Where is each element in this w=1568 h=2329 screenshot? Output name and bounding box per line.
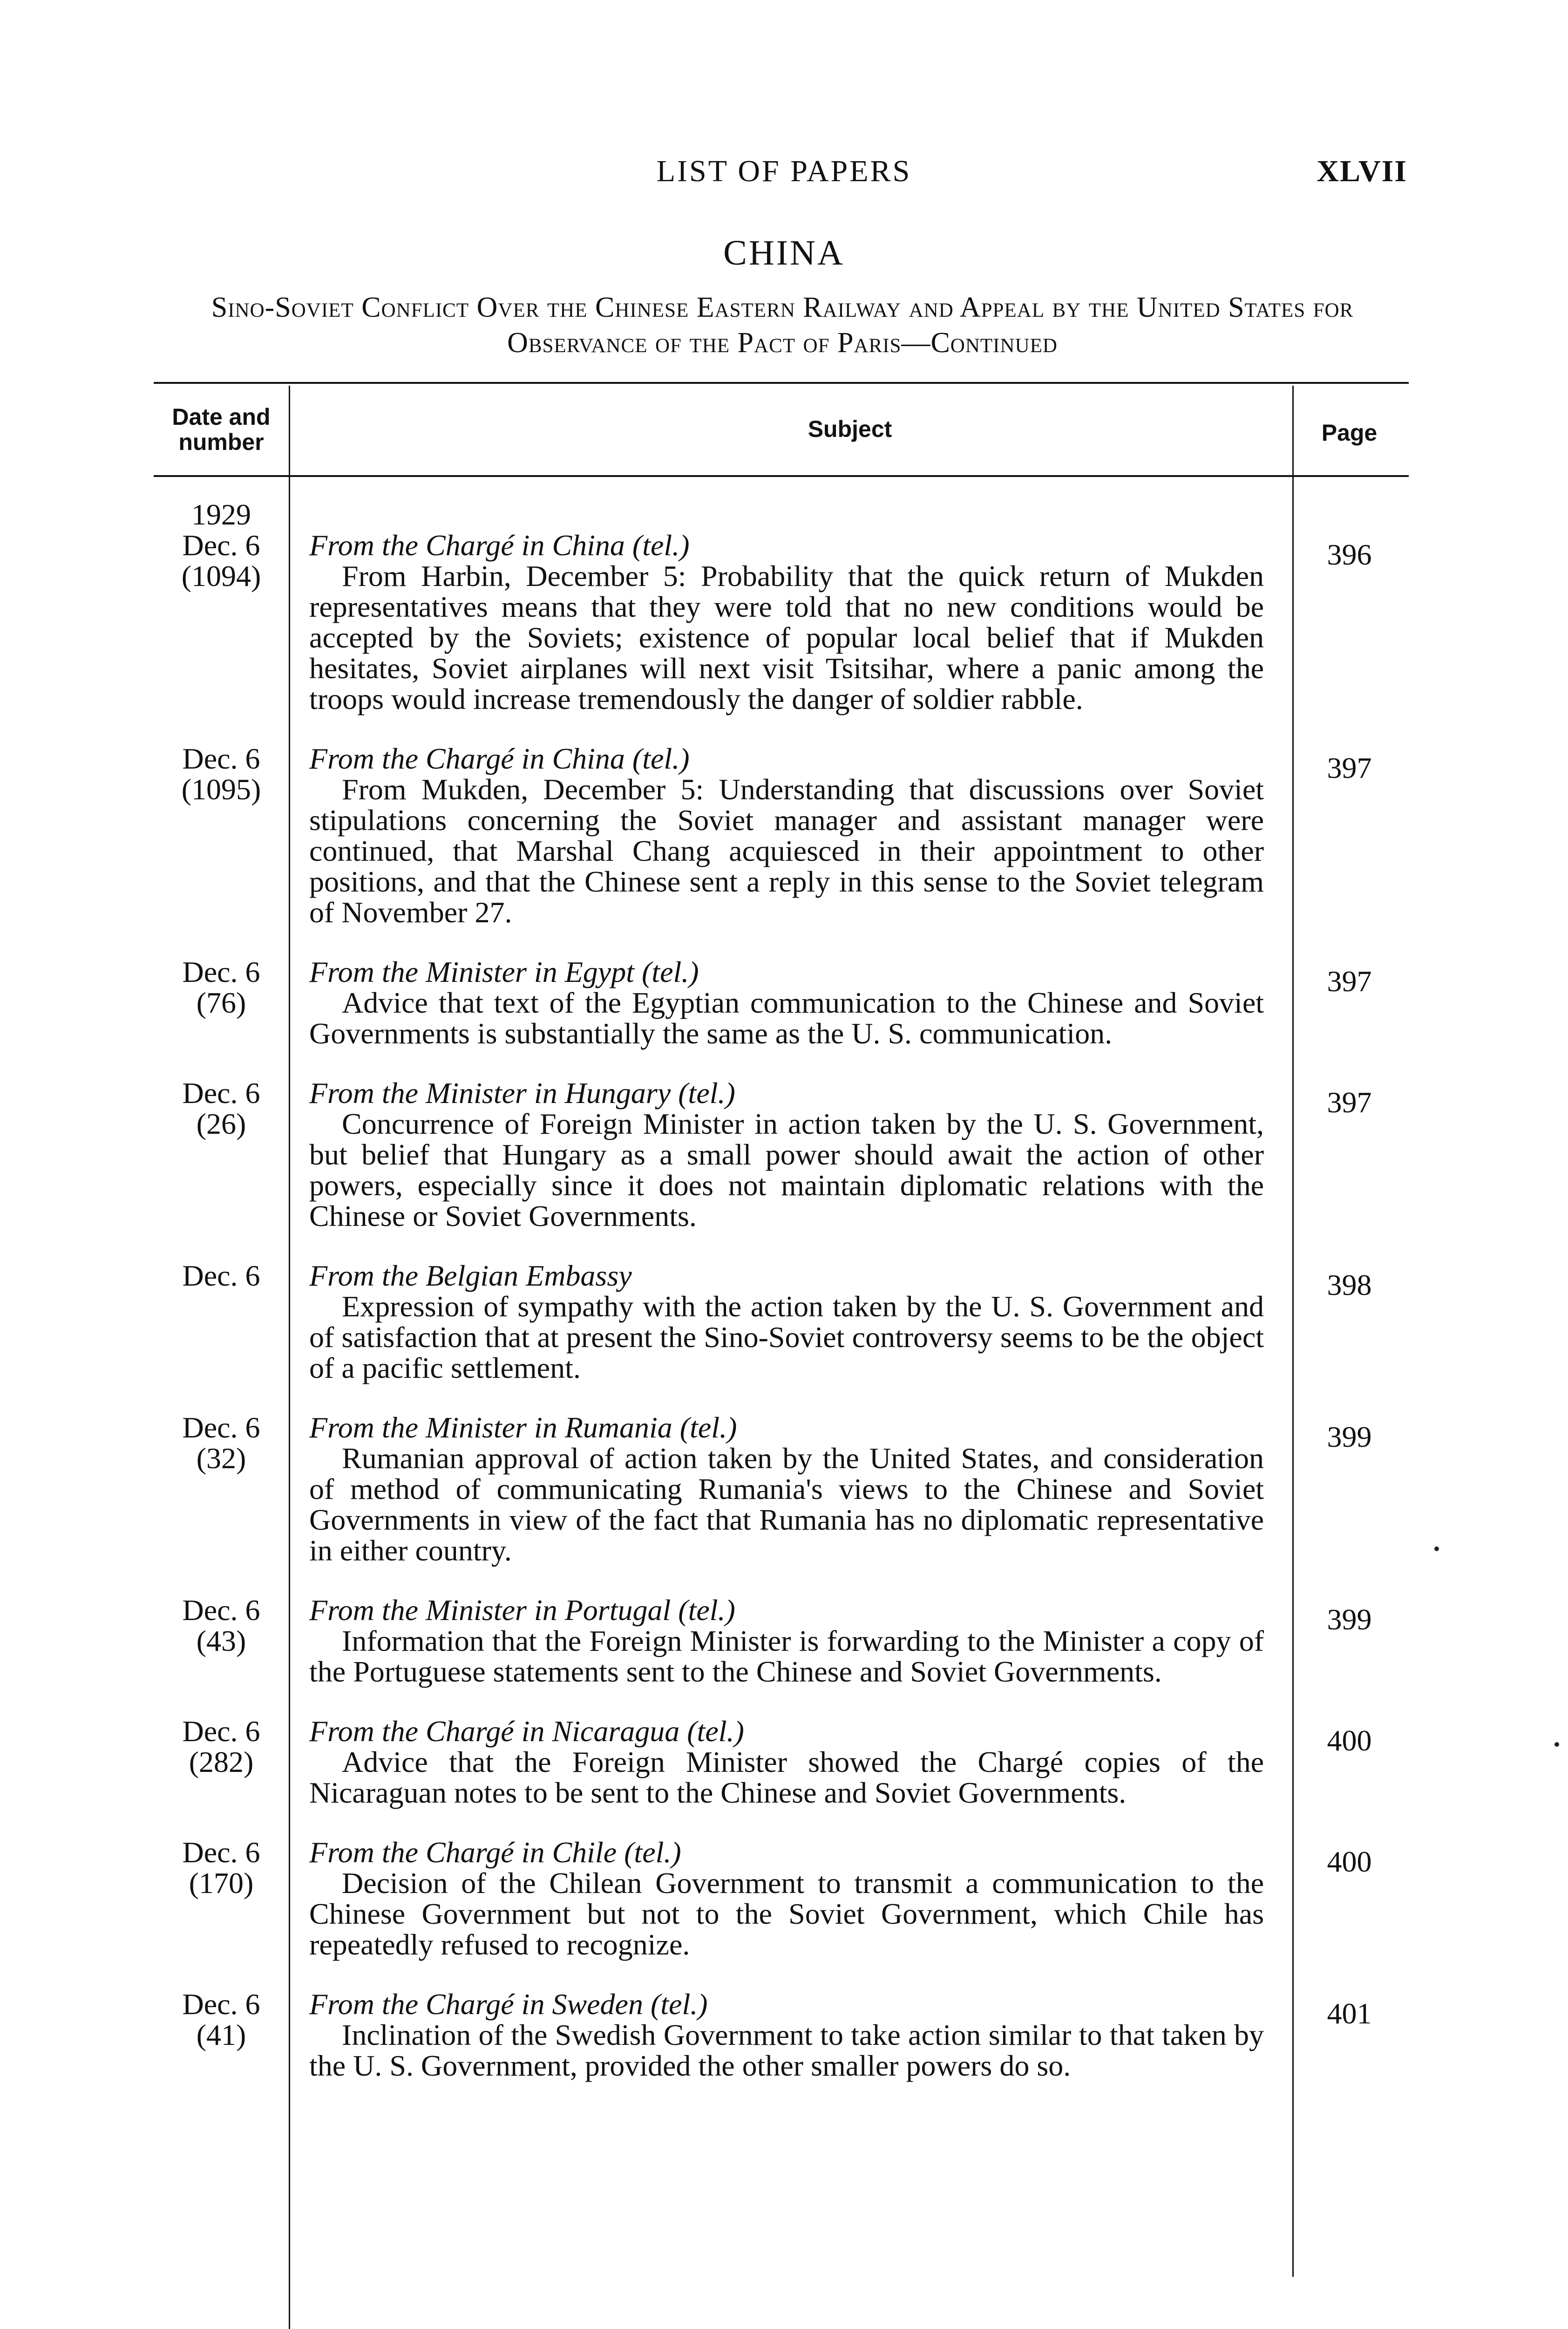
- entry-date: [154, 1716, 289, 1808]
- entry-date-text: Dec. 6: [182, 1594, 260, 1627]
- running-head: [0, 154, 1568, 196]
- entry-description: From Harbin, December 5: Probability that the quick return of Mukden representatives means that they were told that no new conditions would be accepted by the Soviets; existence of popular local belief that if Mukden hesitates, Soviet airplanes will next visit Tsitsihar, where a panic among the troops would increase tremendously the danger of soldier rabble.: [309, 559, 1264, 715]
- entry-date: [154, 1595, 289, 1687]
- entry-subject: [309, 1260, 1264, 1383]
- entry-date-text: Dec. 6: [182, 529, 260, 562]
- entry-from: From the Belgian Embassy: [309, 1259, 632, 1292]
- entries-list: [154, 477, 1409, 2110]
- entry-date-text: Dec. 6: [182, 1988, 260, 2021]
- entry-number: (41): [196, 2018, 246, 2051]
- entry-page: 397: [1327, 965, 1372, 998]
- entry-page: 400: [1327, 1724, 1372, 1757]
- entry-subject: [309, 1989, 1264, 2081]
- entry-date-text: Dec. 6: [182, 1076, 260, 1110]
- entry-number: (1095): [181, 773, 261, 806]
- entry-description: Decision of the Chilean Government to transmit a communication to the Chinese Government but not to the Soviet Government, which Chile has repeatedly refused to recognize.: [309, 1866, 1264, 1961]
- entry-number: (1094): [181, 559, 261, 592]
- entry-date: [154, 743, 289, 928]
- entry-subject: [309, 1716, 1264, 1808]
- running-title: LIST OF PAPERS: [656, 154, 912, 188]
- entry-from: From the Minister in Egypt (tel.): [309, 955, 699, 988]
- entry-description: From Mukden, December 5: Understanding that discussions over Soviet stipulations concerning the Soviet manager and assistant manager were continued, that Marshal Chang acquiesced in their appointment to other positions, and that the Chinese sent a reply in this sense to the Soviet telegram of November 27.: [309, 773, 1264, 929]
- entry-page: 400: [1327, 1845, 1372, 1878]
- entry-number: (26): [196, 1107, 246, 1140]
- section-subtitle: Sino-Soviet Conflict Over the Chinese Eastern Railway and Appeal by the United States for Observance of the Pact of Paris—Continued: [211, 292, 1354, 359]
- entry-number: (43): [196, 1624, 246, 1657]
- entry-from: From the Chargé in Sweden (tel.): [309, 1988, 708, 2021]
- entry-number: (170): [189, 1866, 254, 1900]
- entry-date: [154, 1078, 289, 1232]
- column-header-subject: Subject: [808, 416, 892, 442]
- entry: [154, 1837, 1409, 1960]
- entry-page: 397: [1327, 1086, 1372, 1119]
- entry-page: 398: [1327, 1268, 1372, 1301]
- entry-year: 1929: [191, 498, 251, 531]
- entry-date: [154, 957, 289, 1049]
- entry-subject: [309, 1837, 1264, 1960]
- entry-date-text: Dec. 6: [182, 1259, 260, 1292]
- ink-speck: [1554, 1742, 1559, 1747]
- entry-date: [154, 1837, 289, 1960]
- entry-subject: [309, 1595, 1264, 1687]
- page-number: XLVII: [1317, 154, 1407, 188]
- entry-date-text: Dec. 6: [182, 1411, 260, 1444]
- entry-page: 396: [1327, 538, 1372, 571]
- entry-from: From the Chargé in Nicaragua (tel.): [309, 1715, 744, 1748]
- entry-description: Concurrence of Foreign Minister in action taken by the U. S. Government, but belief that Hungary as a small power should await the action of other powers, especially since it does not maintain diplomatic relations with the Chinese or Soviet Governments.: [309, 1107, 1264, 1233]
- entry-description: Expression of sympathy with the action taken by the U. S. Government and of satisfaction that at present the Sino-Soviet controversy seems to be the object of a pacific settlement.: [309, 1290, 1264, 1384]
- entry-description: Advice that the Foreign Minister showed the Chargé copies of the Nicaraguan notes to be sent to the Chinese and Soviet Governments.: [309, 1745, 1264, 1809]
- entry-number: (282): [189, 1745, 254, 1778]
- entry-date: [154, 1260, 289, 1383]
- entry-page: 399: [1327, 1420, 1372, 1453]
- entry-date-text: Dec. 6: [182, 742, 260, 775]
- ink-speck: [1434, 1546, 1439, 1551]
- entry-page: 401: [1327, 1997, 1372, 2030]
- section-title: CHINA: [723, 233, 845, 272]
- entry: [154, 1716, 1409, 1808]
- column-header-page: Page: [1321, 420, 1378, 446]
- entry-subject: [309, 477, 1264, 715]
- table-header: [154, 386, 1409, 475]
- entry-number: (32): [196, 1442, 246, 1475]
- entry: [154, 1260, 1409, 1383]
- entry: [154, 1989, 1409, 2081]
- column-header-date: Date and number: [172, 404, 271, 455]
- entry: [154, 957, 1409, 1049]
- entry-from: From the Minister in Portugal (tel.): [309, 1594, 735, 1627]
- entry: [154, 1078, 1409, 1232]
- entry-number: (76): [196, 986, 246, 1019]
- entry: [154, 477, 1409, 715]
- entry-page: 397: [1327, 751, 1372, 784]
- entry-date: [154, 1989, 289, 2081]
- entry: [154, 1595, 1409, 1687]
- entry-description: Information that the Foreign Minister is forwarding to the Minister a copy of the Portuguese statements sent to the Chinese and Soviet Governments.: [309, 1624, 1264, 1688]
- entry-subject: [309, 743, 1264, 928]
- entry-from: From the Chargé in China (tel.): [309, 742, 690, 775]
- entry-date-text: Dec. 6: [182, 1715, 260, 1748]
- entry-from: From the Minister in Rumania (tel.): [309, 1411, 737, 1444]
- entry: [154, 1412, 1409, 1566]
- entry-date-text: Dec. 6: [182, 955, 260, 988]
- entry-description: Inclination of the Swedish Government to take action similar to that taken by the U. S. Government, provided the other smaller powers do so.: [309, 2018, 1264, 2082]
- entry-from: From the Chargé in China (tel.): [309, 529, 690, 562]
- entry-description: Rumanian approval of action taken by the United States, and consideration of method of communicating Rumania's views to the Chinese and Soviet Governments in view of the fact that Rumania has no diplomatic representative in either country.: [309, 1442, 1264, 1567]
- entry-description: Advice that text of the Egyptian communication to the Chinese and Soviet Governments is substantially the same as the U. S. communication.: [309, 986, 1264, 1050]
- entry-from: From the Chargé in Chile (tel.): [309, 1836, 681, 1869]
- entry-page: 399: [1327, 1603, 1372, 1636]
- entry-subject: [309, 957, 1264, 1049]
- entry-from: From the Minister in Hungary (tel.): [309, 1076, 735, 1110]
- entry-subject: [309, 1078, 1264, 1232]
- entry-date: [154, 477, 289, 715]
- table-top-rule: [154, 382, 1409, 384]
- entry-subject: [309, 1412, 1264, 1566]
- entry-date-text: Dec. 6: [182, 1836, 260, 1869]
- entry-date: [154, 1412, 289, 1566]
- entry: [154, 743, 1409, 928]
